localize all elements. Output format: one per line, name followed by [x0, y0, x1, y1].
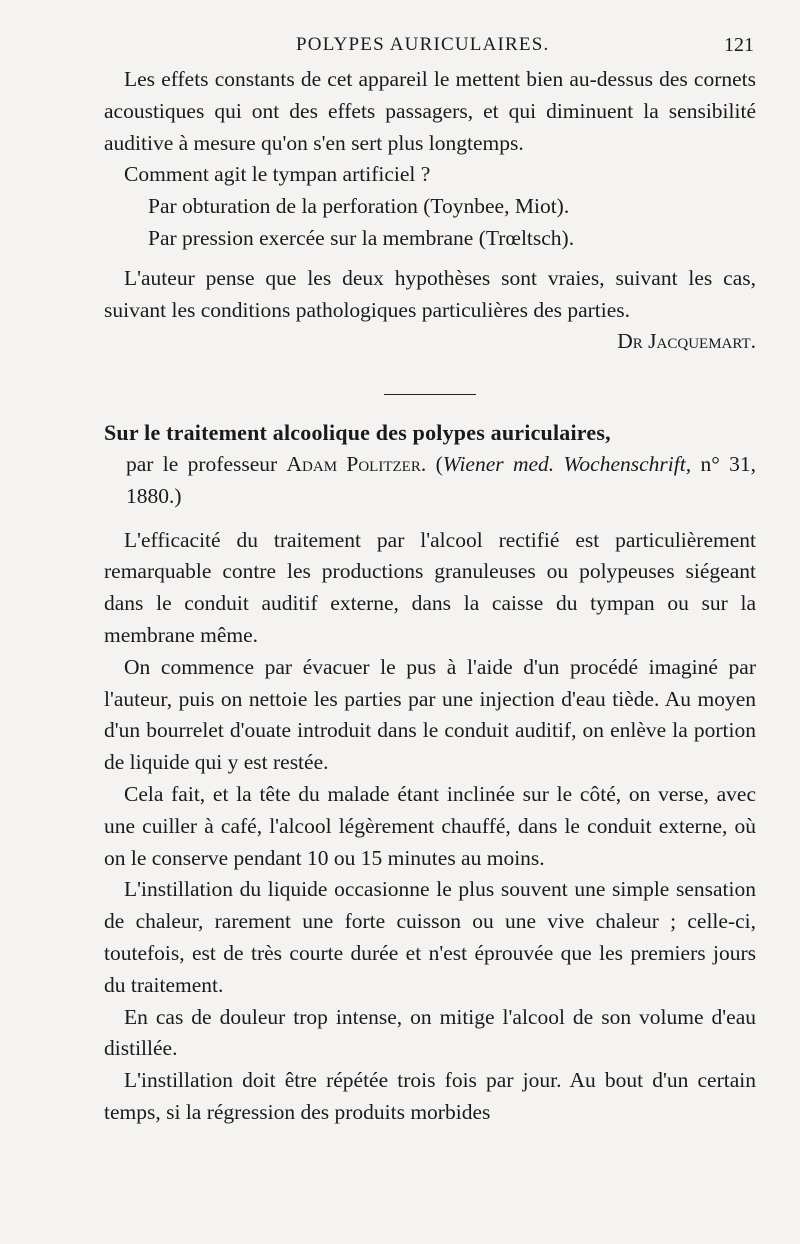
- paragraph-auteur: L'auteur pense que les deux hypothèses sont vraies, suivant les cas, suivant les conditions pathologiques particulières des parties.: [104, 265, 756, 322]
- section-divider: [384, 394, 476, 395]
- source-open: (: [435, 451, 443, 476]
- author-name: Adam Politzer.: [286, 451, 427, 476]
- article-byline: [104, 449, 756, 513]
- paragraph-douleur: En cas de douleur trop intense, on mitige l'alcool de son volume d'eau distillée.: [104, 1004, 756, 1061]
- hypothesis-pression: Par pression exercée sur la membrane (Trœltsch).: [148, 225, 575, 250]
- signature: Dr Jacquemart.: [617, 329, 756, 354]
- journal-name: Wiener med. Wochenschrift,: [442, 451, 692, 476]
- paragraph-frequence: L'instillation doit être répétée trois fois par jour. Au bout d'un certain temps, si la régression des produits morbides: [104, 1068, 756, 1124]
- paragraph-effets: Les effets constants de cet appareil le mettent bien au-dessus des cornets acoustiques qui ont des effets passagers, et qui diminuent la sensibilité auditive à mesure qu'on s'en sert plus longtemps.: [104, 67, 756, 155]
- paragraph-efficacite: L'efficacité du traitement par l'alcool rectifié est particulièrement remarquable contre les productions granuleuses ou polypeuses siégeant dans le conduit auditif externe, dans la caisse du tympan ou sur la membrane même.: [104, 527, 756, 647]
- running-head: [0, 34, 800, 58]
- page-number: 121: [724, 34, 754, 56]
- byline-prefix: par le professeur: [126, 451, 278, 476]
- article-title: Sur le traitement alcoolique des polypes auriculaires,: [104, 420, 611, 446]
- journal-issue: n° 31, 1880.): [126, 451, 756, 508]
- paragraph-sensation: L'instillation du liquide occasionne le plus souvent une simple sensation de chaleur, rarement une forte cuisson ou une vive chaleur ; celle-ci, toutefois, est de très courte durée et n'est éprouvée que les premiers jours du traitement.: [104, 877, 756, 997]
- hypothesis-obturation: Par obturation de la perforation (Toynbee, Miot).: [148, 194, 570, 219]
- signature-row: [104, 326, 756, 358]
- running-head-title: POLYPES AURICULAIRES.: [296, 34, 550, 55]
- paragraph-procede: On commence par évacuer le pus à l'aide d'un procédé imaginé par l'auteur, puis on nettoie les parties par une injection d'eau tiède. Au moyen d'un bourrelet d'ouate introduit dans le conduit auditif, on enlève la portion de liquide qui y est restée.: [104, 654, 756, 775]
- paragraph-instillation-methode: Cela fait, et la tête du malade étant inclinée sur le côté, on verse, avec une cuiller à café, l'alcool légèrement chauffé, dans le conduit externe, où on le conserve pendant 10 ou 15 minutes au moins.: [104, 781, 756, 870]
- body-text: [104, 64, 756, 1129]
- question-line: Comment agit le tympan artificiel ?: [124, 162, 431, 187]
